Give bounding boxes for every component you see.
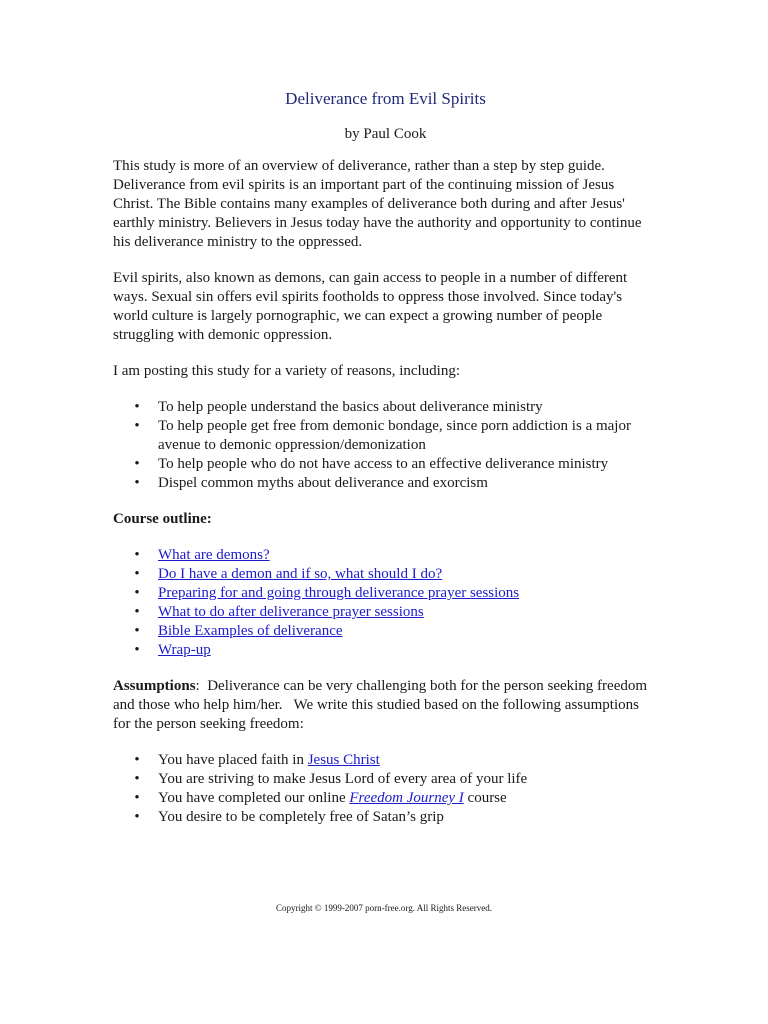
bullet-icon: •: [134, 418, 140, 434]
outline-link-bible-examples[interactable]: Bible Examples of deliverance: [158, 623, 343, 639]
outline-link-what-are-demons[interactable]: What are demons?: [158, 547, 270, 563]
list-item: [113, 641, 658, 660]
list-item: [113, 584, 658, 603]
list-item: [113, 789, 658, 808]
assumptions-label: Assumptions: [113, 678, 196, 694]
document-body: [113, 88, 658, 844]
copyright-footer: Copyright © 1999-2007 porn-free.org. All Rights Reserved.: [276, 903, 492, 913]
course-outline-heading: Course outline:: [113, 511, 212, 527]
bullet-icon: •: [134, 752, 140, 768]
outline-link-do-i-have-a-demon[interactable]: Do I have a demon and if so, what should I do?: [158, 566, 443, 582]
bullet-icon: •: [134, 642, 140, 658]
evil-spirits-paragraph: Evil spirits, also known as demons, can gain access to people in a number of different ways. Sexual sin offers evil spirits footholds to oppress those involved. Since today's world culture is largely pornographic, we can expect a growing number of people struggling with demonic oppression.: [113, 270, 628, 343]
assumptions-colon: :: [195, 678, 200, 694]
course-outline-list: [113, 546, 658, 660]
bullet-icon: •: [134, 604, 140, 620]
assumptions-text: Deliverance can be very challenging both for the person seeking freedom and those who help him/her. We write this studied based on the following assumptions for the person seeking freedom:: [113, 678, 651, 732]
bullet-icon: •: [134, 585, 140, 601]
bullet-icon: •: [134, 809, 140, 825]
list-item-text: You have completed our online: [158, 790, 350, 806]
list-item: [113, 751, 658, 770]
list-item: [113, 770, 658, 789]
bullet-icon: •: [134, 771, 140, 787]
list-item: [113, 474, 658, 493]
list-item: [113, 398, 658, 417]
reasons-intro: I am posting this study for a variety of reasons, including:: [113, 363, 461, 379]
assumptions-list: [113, 751, 658, 827]
bullet-icon: •: [134, 790, 140, 806]
assumptions-paragraph: [113, 677, 658, 734]
list-item-text: course: [463, 790, 507, 806]
bullet-icon: •: [134, 399, 140, 415]
list-item: [113, 603, 658, 622]
list-item-text: You have placed faith in: [158, 752, 308, 768]
list-item: [113, 565, 658, 584]
list-item-text: You desire to be completely free of Satan’s grip: [158, 809, 444, 825]
document-title: Deliverance from Evil Spirits: [285, 89, 486, 108]
bullet-icon: •: [134, 566, 140, 582]
list-item: [113, 546, 658, 565]
list-item-text: To help people understand the basics about deliverance ministry: [158, 399, 543, 415]
freedom-journey-link[interactable]: Freedom Journey I: [349, 790, 464, 806]
intro-paragraph: This study is more of an overview of deliverance, rather than a step by step guide. Deliverance from evil spirits is an important part of the continuing mission of Jesus Christ. The Bible contains many examples of deliverance both during and after Jesus' earthly ministry. Believers in Jesus today have the authority and opportunity to continue his deliverance ministry to the oppressed.: [113, 158, 642, 250]
list-item-text: To help people get free from demonic bondage, since porn addiction is a major avenue to demonic oppression/demonization: [158, 418, 631, 453]
bullet-icon: •: [134, 547, 140, 563]
list-item: [113, 808, 658, 827]
list-item: [113, 622, 658, 641]
list-item-text: To help people who do not have access to an effective deliverance ministry: [158, 456, 609, 472]
list-item-text: You are striving to make Jesus Lord of every area of your life: [158, 771, 528, 787]
list-item: [113, 455, 658, 474]
bullet-icon: •: [134, 623, 140, 639]
bullet-icon: •: [134, 456, 140, 472]
list-item-text: Dispel common myths about deliverance and exorcism: [158, 475, 488, 491]
outline-link-wrap-up[interactable]: Wrap-up: [158, 642, 211, 658]
reasons-list: [113, 398, 658, 493]
list-item: [113, 417, 658, 455]
jesus-christ-link[interactable]: Jesus Christ: [307, 752, 380, 768]
outline-link-after-sessions[interactable]: What to do after deliverance prayer sessions: [158, 604, 424, 620]
author-byline: by Paul Cook: [344, 126, 427, 142]
bullet-icon: •: [134, 475, 140, 491]
outline-link-preparing-sessions[interactable]: Preparing for and going through deliverance prayer sessions: [158, 585, 520, 601]
